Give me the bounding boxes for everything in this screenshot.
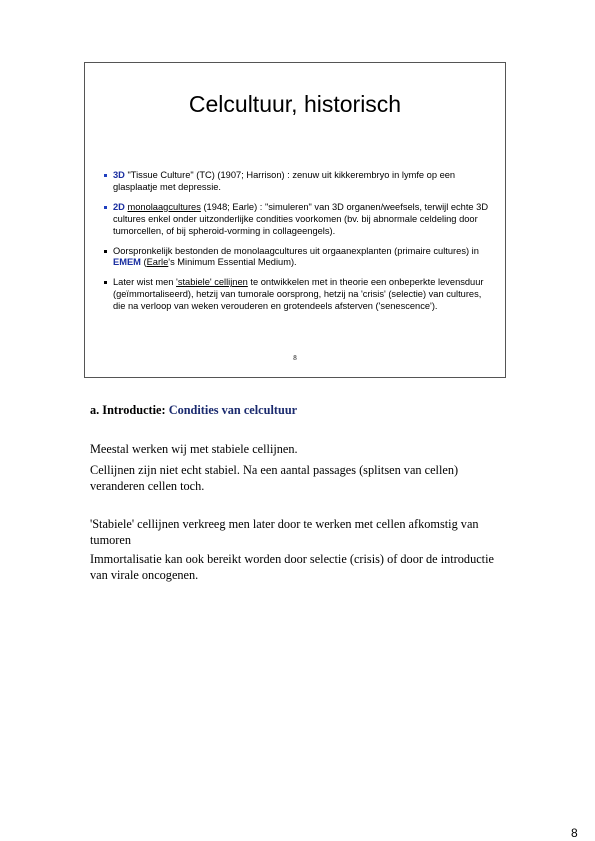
bullet-2d <box>105 202 495 238</box>
bullet-text: ( <box>140 257 147 268</box>
bullet-text: te ontwikkelen met in theorie een onbeperkte levensduur (geïmmortaliseerd), hetzij van tumorale oorsprong, hetzij na 'crisis' (selectie) van cultures, die na verloop van weken verouderen en grotendeels afsterven ('senescence'). <box>113 277 484 312</box>
section-title: Condities van celcultuur <box>168 403 298 417</box>
paragraph: Meestal werken wij met stabiele cellijnen. <box>90 442 298 456</box>
section-heading <box>90 403 297 418</box>
underlined-term: monolaagcultures <box>127 201 201 212</box>
bullet-stable-lines <box>105 277 495 313</box>
underlined-term: 'stabiele' cellijnen <box>176 277 248 288</box>
bullet-text: (1948; Earle) : "simuleren" van 3D organen/weefsels, terwijl echte 3D cultures enkel onder uitzonderlijke condities voorkomen (bv. bij abnormale celdeling door tumorcellen, of bij spheroid-vorming in collageengels). <box>113 201 489 236</box>
paragraph: Cellijnen zijn niet echt stabiel. Na een aantal passages (splitsen van cellen) veranderen cellen toch. <box>90 463 459 493</box>
page-number: 8 <box>571 826 578 840</box>
keyword-emem: EMEM <box>113 257 141 268</box>
slide-frame <box>84 62 506 378</box>
paragraph: 'Stabiele' cellijnen verkreeg men later door te werken met cellen afkomstig van tumoren <box>90 517 479 547</box>
underlined-term: Earle <box>146 257 169 268</box>
bullet-text: Oorspronkelijk bestonden de monolaagcultures uit orgaanexplanten (primaire cultures) in <box>113 245 479 256</box>
keyword-2d: 2D <box>113 201 125 212</box>
slide-bullet-list <box>105 170 495 321</box>
bullet-marker-icon <box>104 174 107 177</box>
slide-title: Celcultuur, historisch <box>188 91 402 117</box>
bullet-marker-icon <box>104 206 107 209</box>
paragraph: Immortalisatie kan ook bereikt worden door selectie (crisis) of door de introductie van virale oncogenen. <box>90 552 494 582</box>
bullet-text: "Tissue Culture" (TC) (1907; Harrison) : zenuw uit kikkerembryo in lymfe op een glasplaatje met depressie. <box>113 170 456 192</box>
bullet-text: 's Minimum Essential Medium). <box>168 257 297 268</box>
bullet-3d <box>105 170 495 194</box>
bullet-emem <box>105 246 495 270</box>
bullet-marker-icon <box>104 250 107 253</box>
section-prefix: a. Introductie: <box>90 403 169 417</box>
bullet-text: Later wist men <box>113 277 177 288</box>
slide-number: 8 <box>293 354 297 362</box>
keyword-3d: 3D <box>113 170 125 180</box>
bullet-marker-icon <box>104 281 107 284</box>
